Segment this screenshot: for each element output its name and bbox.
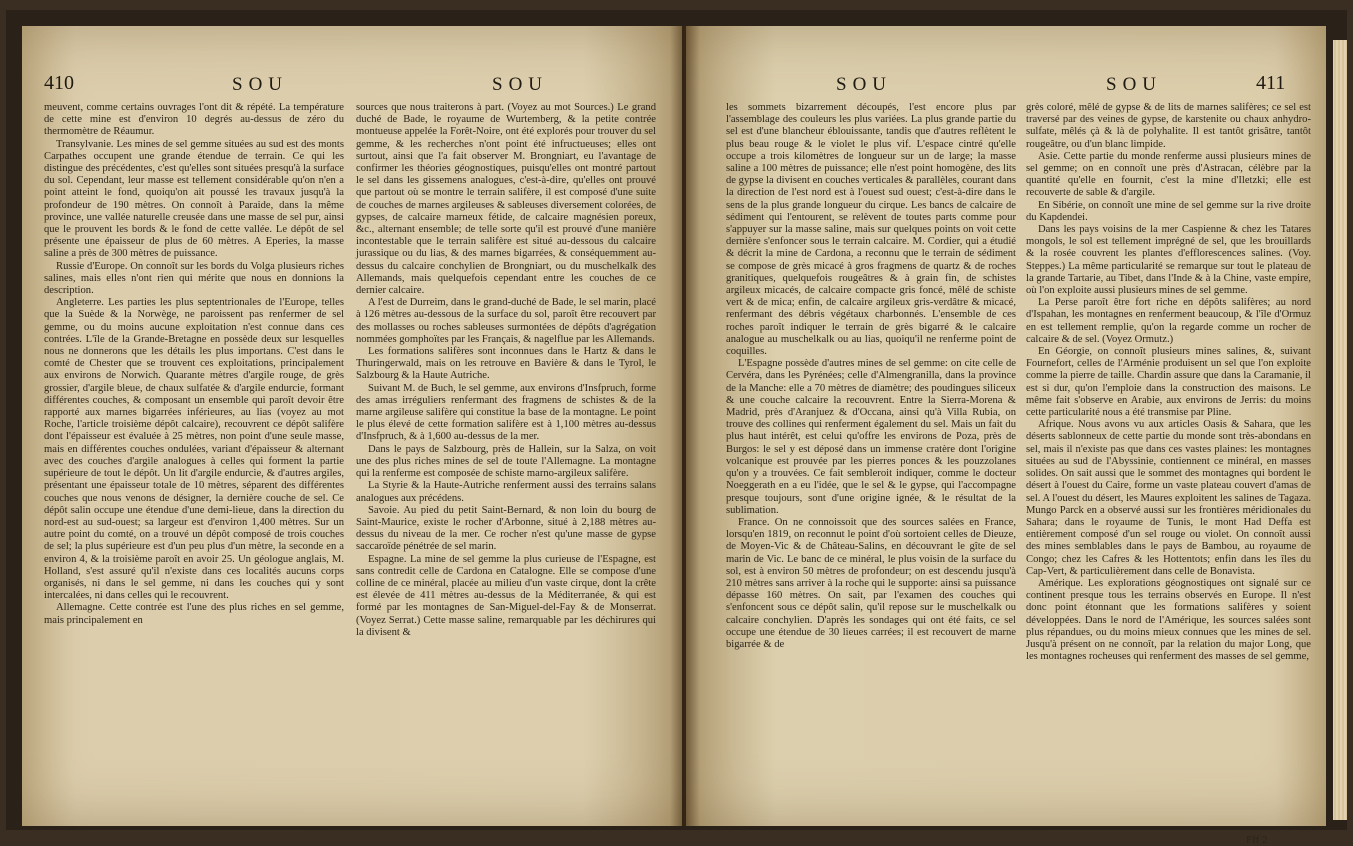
- paragraph: grès coloré, mêlé de gypse & de lits de marnes salifères; ce sel est traversé par des veines de gypse, de karstenite ou chaux anhydro-sulfate, mêlés çà & là de polyhalite. Il est tantôt grisâtre, tantôt rougeâtre, ou d'un blanc limpide.: [1026, 102, 1311, 150]
- paragraph: Dans les pays voisins de la mer Caspienne & chez les Tatares mongols, le sol est tellement imprégné de sel, que les brouillards & la rosée couvrent les plantes d'efflorescences salines. (Voy. Steppes.) La même particularité se remarque sur tout le plateau de la grande Tartarie, au Tibet, dans l'Inde & à la Chine, vaste empire, où l'on exploite aussi plusieurs mines de sel gemme.: [1026, 224, 1311, 297]
- right-page-column-1: [726, 102, 1016, 822]
- left-page-column-2: [356, 102, 656, 822]
- paragraph: Dans le pays de Salzbourg, près de Hallein, sur la Salza, on voit une des plus riches mines de sel de toute l'Allemagne. La montagne qui la renferme est composée de schiste marno-argileux salifère.: [356, 443, 656, 480]
- paragraph: La Styrie & la Haute-Autriche renferment aussi des terrains salans analogues aux précédens.: [356, 480, 656, 504]
- running-head-left-b: SOU: [492, 74, 549, 95]
- running-head-left-a: SOU: [232, 74, 289, 95]
- paragraph: En Sibérie, on connoît une mine de sel gemme sur la rive droite du Kapdendei.: [1026, 199, 1311, 223]
- left-page-column-1: [44, 102, 344, 822]
- paragraph: les sommets bizarrement découpés, l'est encore plus par l'assemblage des couleurs les plus variées. La plus grande partie du sel est d'une blancheur éblouissante, tandis que d'autres reflètent le plus beau rouge & le violet le plus vif. L'espace cintré qu'elle occupe a trois kilomètres de longueur sur un de large; la masse saline a 100 mètres de puissance; elle n'est point homogène, des lits de gypse la divisent en couches verticales & parallèles, courant dans la direction de l'est nord est à l'ouest sud ouest; c'est-à-dire dans le sens de la plus grande longueur du cirque. Les bancs de calcaire de sédiment qui l'entourent, se relèvent de toutes parts comme pour s'appuyer sur la masse saline, mais sur quelques points on voit cette dernière s'enfoncer sous le terrain calcaire. M. Cordier, qui a étudié & décrit la mine de Cardona, a reconnu que le terrain de sédiment se compose de grès micacé à gros fragmens de quartz & de roches granitiques, quelquefois rougeâtres & à grain fin, de schistes argileux micacés, de calcaire compacte gris foncé, mêlé de schiste vert & de mica; enfin, de calcaire argileux gris-verdâtre & micacé, renfermant des débris végétaux charbonnés. L'ensemble de ces roches paroît indiquer le terrain de grès bigarré & le calcaire analogue au muschelkalk ou au lias, quoiqu'il ne renferme point de coquilles.: [726, 102, 1016, 358]
- paragraph: Savoie. Au pied du petit Saint-Bernard, & non loin du bourg de Saint-Maurice, existe le rocher d'Arbonne, situé à 2,188 mètres au-dessus du niveau de la mer. Ce rocher n'est qu'une masse de gypse saccaroïde pénétrée de sel marin.: [356, 504, 656, 553]
- running-head-right-a: SOU: [836, 74, 893, 95]
- book-gutter: [670, 26, 700, 826]
- running-head-right-b: SOU: [1106, 74, 1163, 95]
- paragraph: La Perse paroît être fort riche en dépôts salifères; au nord d'Ispahan, les montagnes en renferment beaucoup, & l'île d'Ormuz en est tellement remplie, qu'on la regarde comme un rocher de calcaire & de sel. (Voyez Ormutz.): [1026, 297, 1311, 345]
- paragraph: France. On ne connoissoit que des sources salées en France, lorsqu'en 1819, on reconnut le point d'où sortoient celles de Dieuze, de Moyen-Vic & de Château-Salins, en découvrant le gîte de sel marin de Vic. Le banc de ce minéral, le plus voisin de la surface du sol, est à environ 50 mètres de profondeur; on est descendu jusqu'à 210 mètres sans arriver à la roche qui le supporte: ainsi sa puissance dépasse 160 mètres. On sait, par l'examen des couches qui s'enfoncent sous ce dépôt salin, qu'il repose sur le muschelkalk ou calcaire conchylien. D'après les sondages qui ont été faits, ce sel occupe une étendue de 30 lieues carrées; il est recouvert de marne bigarrée & de: [726, 516, 1016, 650]
- right-page-column-2: [1026, 102, 1311, 822]
- paragraph: sources que nous traiterons à part. (Voyez au mot Sources.) Le grand duché de Bade, le royaume de Wurtemberg, & la petite contrée montueuse appelée la Forêt-Noire, ont été explorés pour trouver du sel gemme, & les recherches n'ont point été infructueuses; elles ont surtout, ainsi que l'a fait observer M. Brongniart, eu l'avantage de confirmer les théories géognostiques, puisqu'elles ont montré partout le sel dans les gissemens analogues, c'est-à-dire, qu'elles ont prouvé que partout où se montre le terrain salifère, il est composé d'une suite de couches de marnes argileuses & sableuses diversement colorées, de gypses, de calcaire marneux fétide, de calcaire magnésien poreux, &c., alternant ensemble; de telle sorte qu'il est prouvé d'une manière incontestable que le terrain salifère est situé au-dessous du calcaire jurassique ou du lias, & des marnes bigarrées, & conséquemment au-dessus du calcaire conchylien de Brongniart, ou du muschelkalk des Allemands, mais quelquefois cependant entre les couches de ce dernier calcaire.: [356, 102, 656, 297]
- paragraph: Asie. Cette partie du monde renferme aussi plusieurs mines de sel gemme; on en connoît une près d'Astracan, célèbre par la quantité qu'elle en fournit, c'est la mine d'Iletzki; elle est recouverte de sable & d'argile.: [1026, 150, 1311, 199]
- right-page: [686, 26, 1326, 846]
- paragraph: Amérique. Les explorations géognostiques ont signalé sur ce continent presque tous les terrains observés en Europe. Il n'est donc point étonnant que les formations salifères y soient développées. Dans le nord de l'Amérique, les sources salées sont plus répandues, ou du moins mieux connues que les mines de sel. Jusqu'à présent on ne connoît, par la relation du major Long, que les montagnes rocheuses qui renferment des masses de sel gemme,: [1026, 577, 1311, 663]
- book-scan: [6, 10, 1347, 846]
- paragraph: Russie d'Europe. On connoît sur les bords du Volga plusieurs riches salines, mais elles n'ont rien qui mérite que nous en donnions la description.: [44, 260, 344, 297]
- paragraph: Angleterre. Les parties les plus septentrionales de l'Europe, telles que la Suède & la Norwège, ne paroissent pas renfermer de sel gemme, ou du moins aucune exploitation n'est connue dans ces contrées. L'île de la Grande-Bretagne en possède deux sur lesquelles nous ne donnerons que les détails les plus importans. C'est dans le comté de Chester que se trouvent ces exploitations, principalement aux environs de Norwich. Quarante mètres d'argile rouge, de grès grossier, d'argile bleue, de chaux sulfatée & d'argile endurcie, formant différentes couches, & composant un ensemble qui paroît devoir être rapporté aux marnes bigarrées inférieures, au lias (voyez au mot Roche, l'article troisième dépôt calcaire), recouvrent ce dépôt salifère dont l'épaisseur est évaluée à 25 mètres, non point d'une seule masse, mais en différentes couches ondulées, variant d'épaisseur & alternant avec des couches d'argile analogues à celles qui forment la partie supérieure de tout le dépôt. Un lit d'argile endurcie, & d'autres argiles, présentant une épaisseur totale de 10 mètres, séparent des différentes couches que nous venons de désigner, la dernière couche de sel. Ce dépôt salin occupe une étendue d'une demi-lieue, dans la direction du nord-est au sud-ouest; sa largeur est d'environ 1,400 mètres. Sur un autre point du comté, on a trouvé un dépôt composé de trois couches de sel; la plus supérieure est d'un peu plus d'un mètre, la seconde en a environ 4, & la troisième paroît en avoir 25. Un géologue anglais, M. Holland, s'est assuré qu'il n'existe dans ces localités aucuns corps organisés, ni dans le sel gemme, ni dans les couches qui y sont intercalées, ni dans celles qui le recouvrent.: [44, 297, 344, 602]
- paragraph: Allemagne. Cette contrée est l'une des plus riches en sel gemme, mais principalement en: [44, 602, 344, 626]
- page-number-left: 410: [44, 72, 74, 94]
- left-page: [22, 26, 682, 826]
- paragraph: Afrique. Nous avons vu aux articles Oasis & Sahara, que les déserts sablonneux de cette partie du monde sont très-abondans en sel, mais il n'existe pas que dans ces vastes plaines: les montagnes situées au sud de l'Abyssinie, contiennent ce minéral, en masses solides. On sait aussi que le sommet des montagnes qui bordent le désert à l'ouest du Caire, forme un vaste plateau couvert d'amas de sel. A l'ouest du désert, les Maures exploitent les salines de Tagaza. Mungo Parck en a observé aussi sur les frontières méridionales du Sahara; dans le royaume de Tunis, le mont Had Deffa est entièrement composé d'un sel rouge ou violet. On connoît aussi des mines semblables dans le pays de Bambou, au royaume de Congo; chez les Cafres & les Hottentots; enfin dans les îles du Cap-Vert, & particulièrement dans celle de Bonavista.: [1026, 419, 1311, 577]
- paragraph: Les formations salifères sont inconnues dans le Hartz & dans le Thuringerwald, mais on les retrouve en Bavière & dans le Tyrol, le Salzbourg & la Haute Autriche.: [356, 346, 656, 382]
- page-number-right: 411: [1256, 72, 1286, 94]
- paragraph: Suivant M. de Buch, le sel gemme, aux environs d'Insfpruch, forme des amas irréguliers renfermant des fragmens de schistes & de la marne argileuse salifère qui constitue la base de la montagne. Le point le plus élevé de cette formation salifère est à 1,100 mètres au-dessus d'Insfpruch, & à 1,600 au-dessus de la mer.: [356, 382, 656, 443]
- page-edges: [1333, 40, 1347, 820]
- paragraph: A l'est de Durreim, dans le grand-duché de Bade, le sel marin, placé à 126 mètres au-dessous de la surface du sol, paroît être recouvert par des mollasses ou roches sableuses surmontées de dépôts d'agrégation nommées gomphoïtes par les Français, & nagelflue par les Allemands.: [356, 297, 656, 345]
- paragraph: L'Espagne possède d'autres mines de sel gemme: on cite celle de Cervéra, dans les Pyrénées; celle d'Almengranilla, dans la province de la Manche: elle a 70 mètres de diamètre; des poudingues siliceux & une couche calcaire la recouvrent. Entre la Sierra-Morena & Madrid, près d'Aranjuez & d'Occana, ainsi qu'à Villa Rubia, on trouve des collines qui renferment également du sel. Mais un fait du plus haut intérêt, est celui qu'offre les environs de Poza, près de Burgos: le sel y est déposé dans un immense cratère dont l'origine volcanique est prouvée par les pierres ponces & les pouzzolanes qu'on y a trouvées. Ce fait sembleroit indiquer, comme le docteur Noeggerath en a eu l'idée, que le sel & le gypse, qui l'accompagne presque toujours, sont d'une origine ignée, & le résultat de la sublimation.: [726, 358, 1016, 516]
- paragraph: Transylvanie. Les mines de sel gemme situées au sud est des monts Carpathes occupent une grande étendue de terrain. Ce qui les distingue des précédentes, c'est qu'elles sont situées presqu'à la surface du sol. Cependant, leur masse est tellement considérable qu'on n'en a point atteint le fond, quoiqu'on ait poussé les travaux jusqu'à la profondeur de 190 mètres. On connoît à Paraide, dans la même province, une vallée naturelle creusée dans une masse de sel pur, ainsi que le prouvent les bords & le fond de cette vallée. Le dépôt de sel présente une épaisseur de plus de 60 mètres. A Eperies, la masse saline a près de 300 mètres de puissance.: [44, 138, 344, 260]
- paragraph: meuvent, comme certains ouvrages l'ont dit & répété. La température de cette mine est d'environ 10 degrés au-dessus de zéro du thermomètre de Réaumur.: [44, 102, 344, 138]
- paragraph: En Géorgie, on connoît plusieurs mines salines, &, suivant Fournefort, celles de l'Arménie produisent un sel que l'on exploite comme la pierre de taille. Chardin assure que dans la Caramanie, il est si dur, qu'on l'emploie dans la construction des maisons. Le même fait s'observe en Arabie, aux environs de Jerris: du moins cette particularité nous a été transmise par Pline.: [1026, 346, 1311, 419]
- signature-mark: Fff 2: [1246, 834, 1268, 846]
- paragraph: Espagne. La mine de sel gemme la plus curieuse de l'Espagne, est sans contredit celle de Cardona en Catalogne. Elle se compose d'une colline de ce minéral, placée au milieu d'un vaste cirque, dont la crête est élevée de 411 mètres au-dessus de la Méditerranée, & qui est formé par les montagnes de San-Miguel-del-Fay & de Monserrat. (Voyez Serrat.) Cette masse saline, remarquable par les déchirures qui la divisent &: [356, 553, 656, 638]
